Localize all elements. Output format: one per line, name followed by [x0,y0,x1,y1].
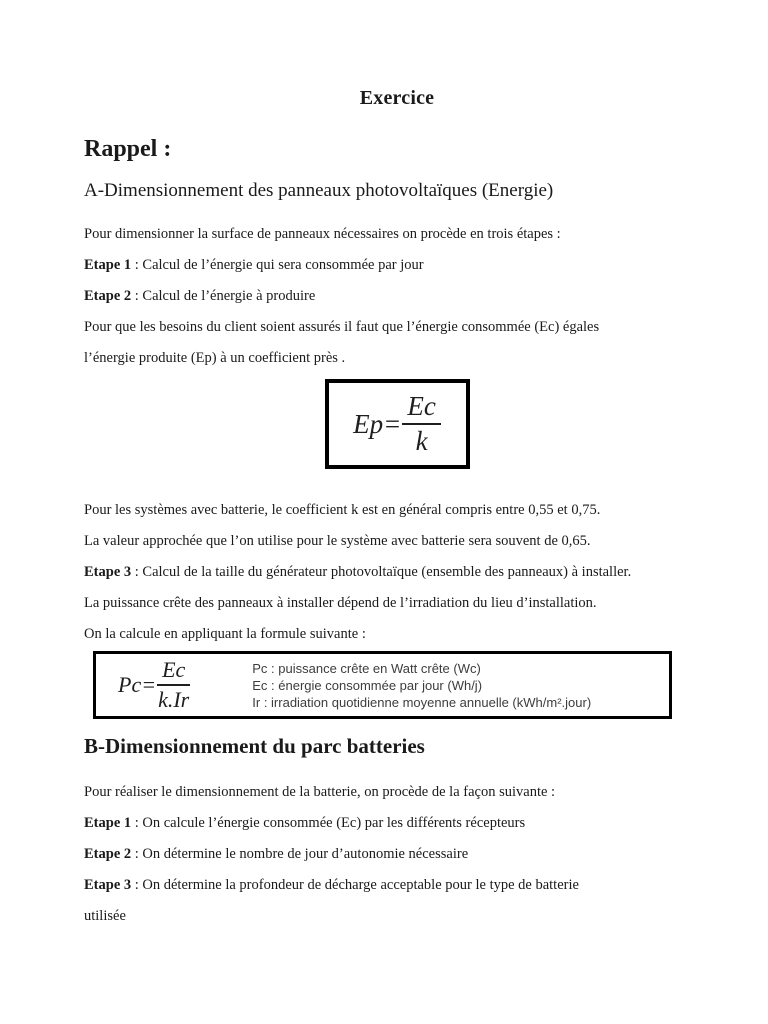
section-a-steps [84,219,710,374]
etape-1b-text: : On calcule l’énergie consommée (Ec) par les différents récepteurs [131,815,526,831]
formula-ep-numerator: Ec [402,391,440,425]
etape-3a-label: Etape 3 [84,564,132,580]
document-title: Exercice [359,87,435,109]
calc-line: On la calcule en appliquant la formule suivante : [84,626,366,642]
formula-pc-numerator: Ec [157,657,190,686]
etape-1a-line [84,250,710,281]
formula-pc-fraction [157,657,190,713]
formula-ep-fraction [402,391,440,457]
etape-1b-label: Etape 1 [84,815,132,831]
etape-1b-line [84,808,710,839]
section-b-steps [84,777,710,932]
coeff-line-1: Pour les systèmes avec batterie, le coefficient k est en général compris entre 0,55 et 0,75. [84,502,601,518]
formula-pc-equals: = [141,672,157,697]
formula-ep-equals: = [383,408,402,439]
etape-2b-line [84,839,710,870]
formula-pc-lhs: Pc [118,672,142,697]
heading-rappel: Rappel : [84,136,172,162]
puissance-line: La puissance crête des panneaux à installer dépend de l’irradiation du lieu d’installation. [84,595,597,611]
section-a-intro: Pour dimensionner la surface de panneaux nécessaires on procède en trois étapes : [84,226,561,242]
peak-power-formula-box [93,651,672,719]
etape-3b-text: : On détermine la profondeur de décharge acceptable pour le type de batterie [131,877,579,893]
energy-formula-box [325,379,470,469]
legend-line-pc: Pc : puissance crête en Watt crête (Wc) [252,660,481,676]
etape-2b-text: : On détermine le nombre de jour d’autonomie nécessaire [131,846,469,862]
etape-3b-label: Etape 3 [84,877,132,893]
legend-line-ir: Ir : irradiation quotidienne moyenne annuelle (kWh/m².jour) [252,694,592,710]
coeff-line-2: La valeur approchée que l’on utilise pour le système avec batterie sera souvent de 0,65. [84,533,591,549]
etape-2a-text: : Calcul de l’énergie à produire [131,288,316,304]
etape-3a-line [84,557,710,588]
etape-1a-label: Etape 1 [84,257,132,273]
formula-ep-denominator: k [415,426,428,456]
formula-ep [353,391,441,457]
formula-pc [118,657,190,713]
etape-2a-label: Etape 2 [84,288,132,304]
heading-section-b: B-Dimensionnement du parc batteries [84,734,425,758]
besoins-line-2: l’énergie produite (Ep) à un coefficient près . [84,350,346,366]
etape-3b-continuation: utilisée [84,908,126,924]
etape-3b-line [84,870,710,901]
etape-1a-text: : Calcul de l’énergie qui sera consommée par jour [131,257,424,273]
heading-section-a: A-Dimensionnement des panneaux photovoltaïques (Energie) [84,180,554,201]
etape-2a-line [84,281,710,312]
besoins-line-1: Pour que les besoins du client soient assurés il faut que l’énergie consommée (Ec) égales [84,319,600,335]
etape-3a-text: : Calcul de la taille du générateur photovoltaïque (ensemble des panneaux) à installer. [131,564,632,580]
section-b-intro: Pour réaliser le dimensionnement de la batterie, on procède de la façon suivante : [84,784,556,800]
formula-legend [252,660,591,711]
legend-line-ec: Ec : énergie consommée par jour (Wh/j) [252,677,483,693]
section-a-coefficient [84,495,710,650]
formula-ep-lhs: Ep [353,408,384,439]
formula-pc-denominator: k.Ir [158,687,190,712]
etape-2b-label: Etape 2 [84,846,132,862]
